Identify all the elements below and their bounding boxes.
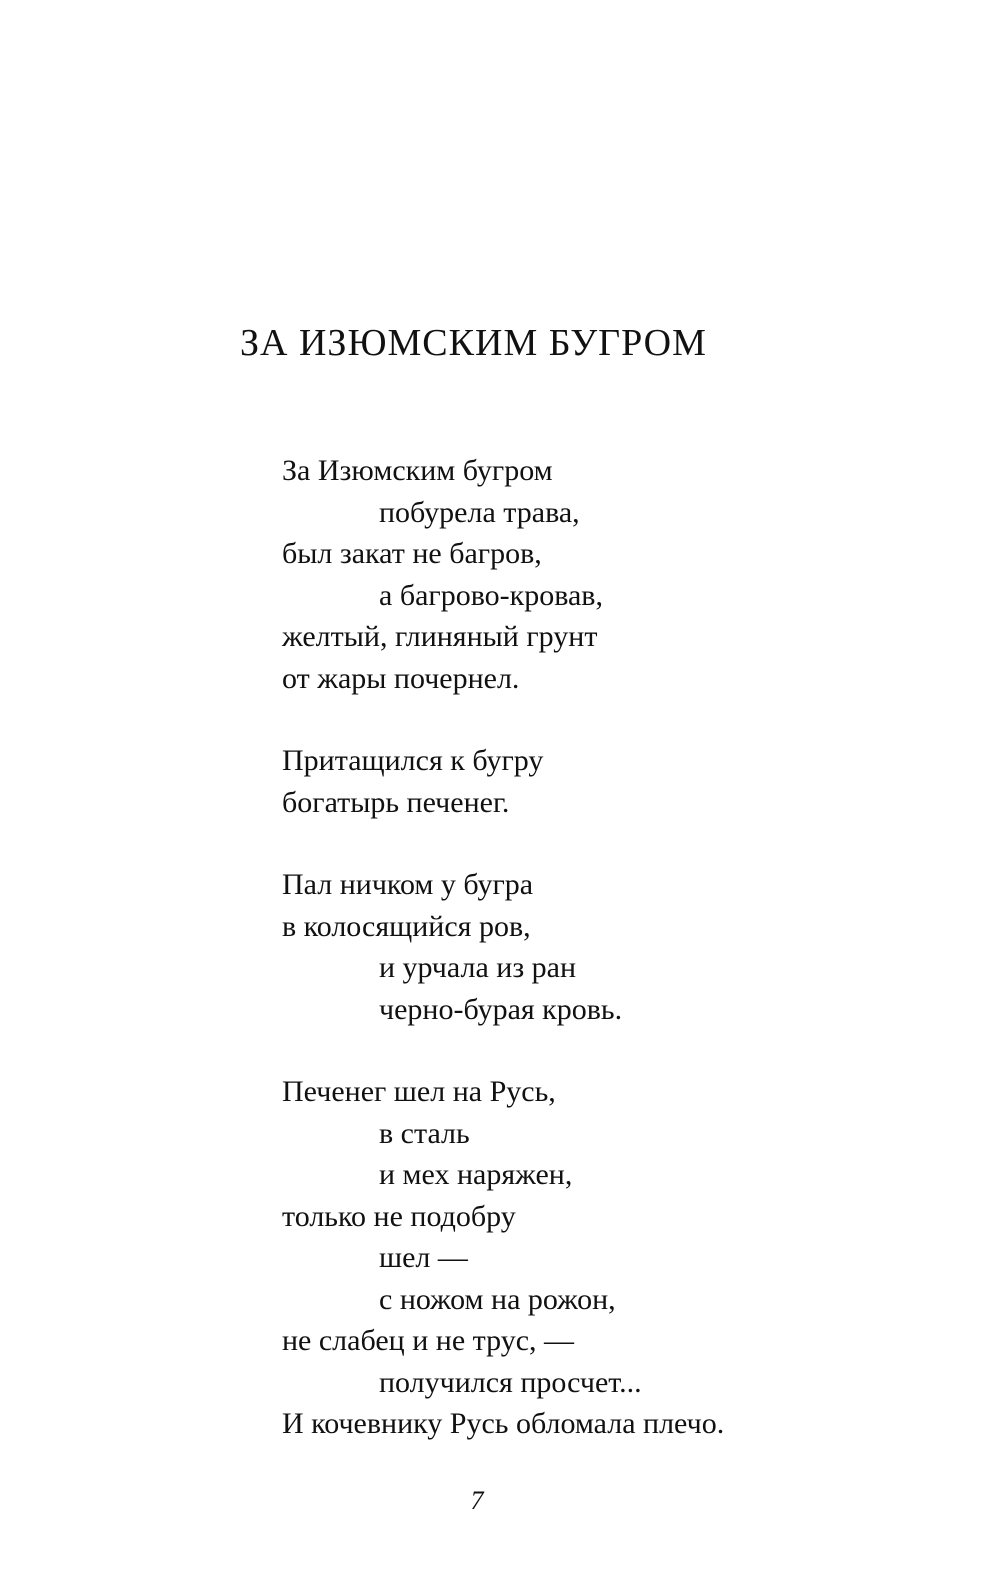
stanza — [282, 864, 882, 1030]
poem-line: шел — — [379, 1241, 468, 1274]
poem-title: ЗА ИЗЮМСКИМ БУГРОМ — [240, 322, 707, 364]
poem-line: Пал ничком у бугра — [282, 868, 534, 901]
poem-line: И кочевнику Русь обломала плечо. — [282, 1407, 725, 1440]
poem-line: побурела трава, — [379, 495, 580, 529]
poem-line: Печенег шел на Русь, — [282, 1075, 556, 1108]
poem-line: с ножом на рожон, — [379, 1282, 616, 1316]
poem-line: богатырь печенег. — [282, 785, 510, 819]
poem-line: в сталь — [379, 1116, 470, 1150]
poem-line: а багрово-кровав, — [379, 578, 603, 612]
poem-line: не слабец и не трус, — — [282, 1324, 575, 1357]
poem-line: получился просчет... — [379, 1365, 642, 1399]
poem-line: только не подобру — [282, 1199, 516, 1233]
page-number: 7 — [470, 1486, 484, 1515]
poem-line: желтый, глиняный грунт — [282, 620, 598, 653]
stanza — [282, 1071, 882, 1445]
poem-line: Притащился к бугру — [282, 744, 544, 777]
poem-line: и урчала из ран — [379, 951, 577, 984]
poem-line: черно-бурая кровь. — [379, 992, 623, 1026]
stanza — [282, 740, 882, 823]
poem-line: и мех наряжен, — [379, 1158, 573, 1191]
poem-line: был закат не багров, — [282, 537, 542, 570]
poem-body — [282, 450, 882, 1486]
poem-line: от жары почернел. — [282, 661, 520, 695]
stanza — [282, 450, 882, 699]
poem-line: в колосящийся ров, — [282, 909, 531, 943]
poem-line: За Изюмским бугром — [282, 454, 553, 487]
